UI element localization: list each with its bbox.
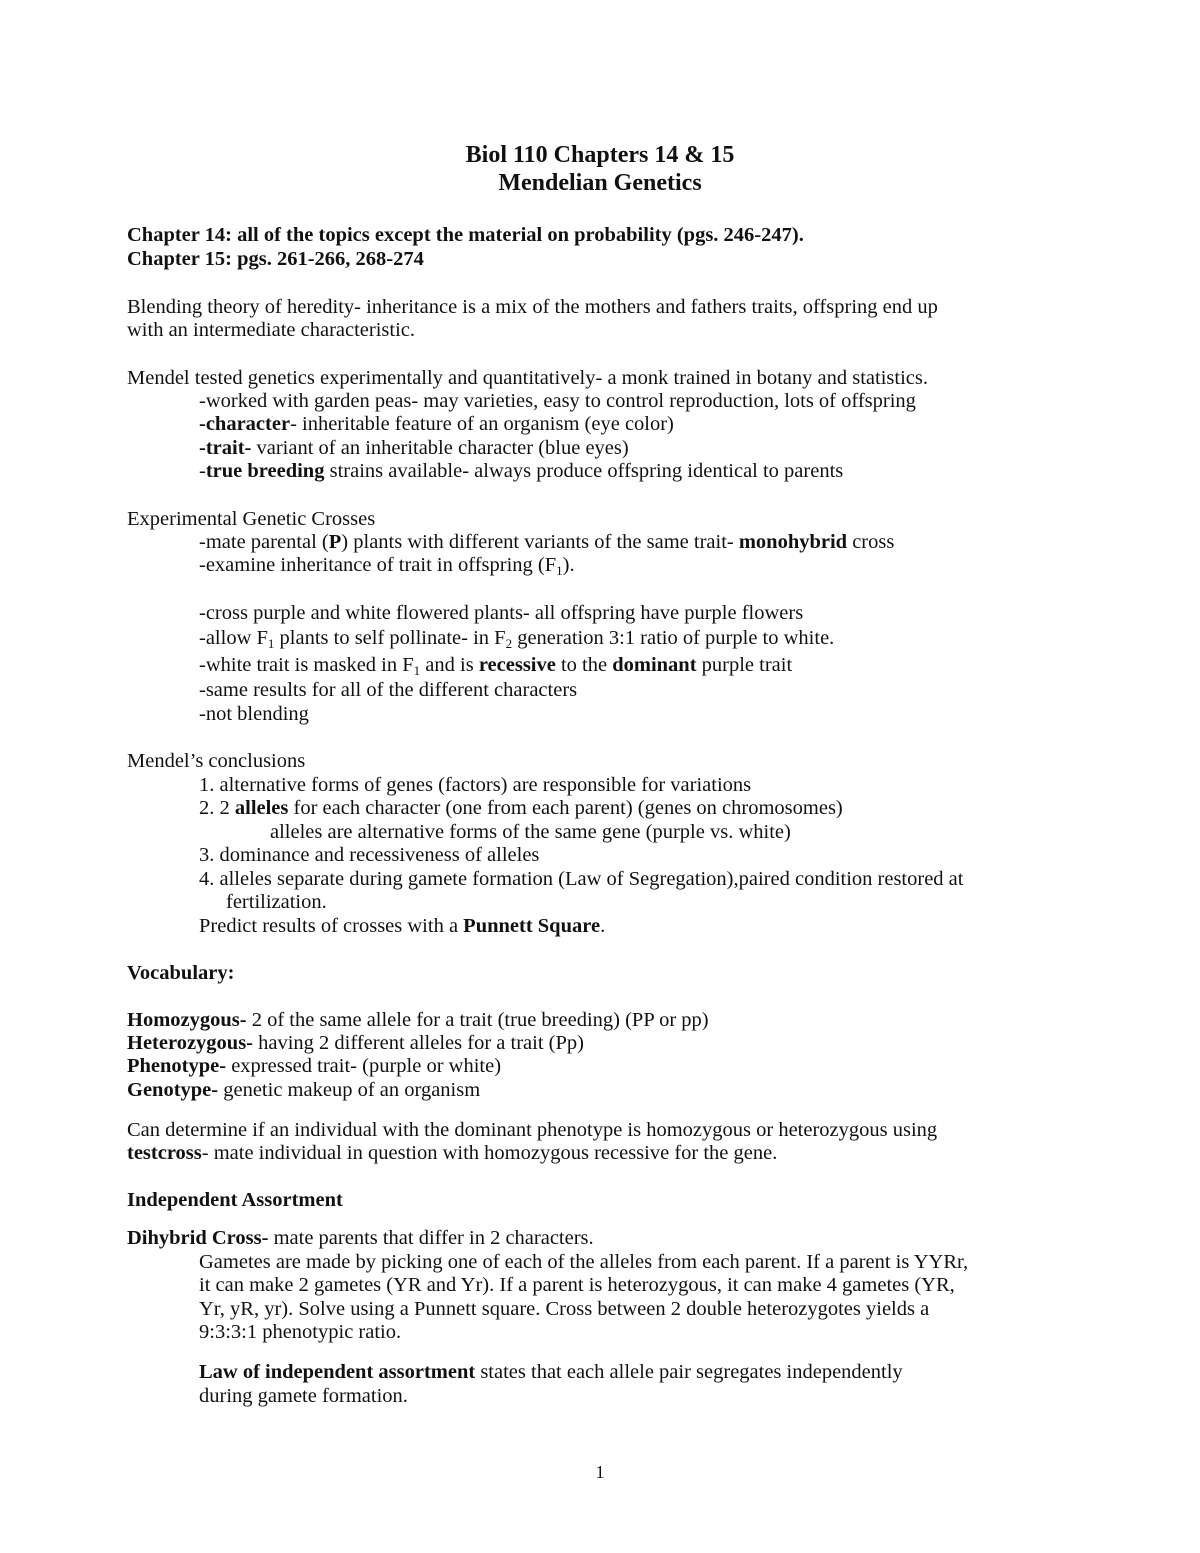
character-term: -character [199,413,291,435]
alleles-term: alleles [234,797,289,819]
trait-term: -trait- [199,437,252,459]
allow-text-2: plants to self pollinate- in F [274,627,506,649]
mate-text-pre: -mate parental ( [199,531,329,553]
dominant-term: dominant [612,654,697,676]
crosses-examine [199,553,575,577]
crosses-not-blending: -not blending [199,703,309,725]
homozygous-term: Homozygous- [127,1009,247,1031]
mendel-peas: -worked with garden peas- may varieties, easy to control reproduction, lots of offspring [199,390,916,412]
allow-subscript-1: 1 [267,636,275,651]
dihybrid-cross [127,1226,594,1250]
genotype-term: Genotype- [127,1079,219,1101]
vocab-homozygous [127,1008,709,1032]
conclusion-3: 3. dominance and recessiveness of alleles [199,844,540,866]
law-definition: states that each allele pair segregates independently [475,1361,903,1383]
chapter-14-assignment: Chapter 14: all of the topics except the material on probability (pgs. 246-247). [127,224,804,246]
vocabulary-heading: Vocabulary: [127,962,235,984]
conclusion-2-pre: 2. 2 [199,797,235,819]
heterozygous-definition: having 2 different alleles for a trait (Pp) [253,1032,584,1054]
character-definition: - inheritable feature of an organism (eye color) [290,413,674,435]
allow-subscript-2: 2 [505,636,513,651]
white-text-4: purple trait [696,654,793,676]
blending-theory-line-2: with an intermediate characteristic. [127,319,416,341]
white-text-1: -white trait is masked in F [199,654,414,676]
recessive-term: recessive [478,654,556,676]
document-title: Biol 110 Chapters 14 & 15 [465,142,735,168]
vocab-genotype [127,1078,480,1102]
mendel-true-breeding [199,459,843,483]
predict-text-pre: Predict results of crosses with a [199,915,464,937]
examine-text-pre: -examine inheritance of trait in offspring (F [199,554,557,576]
independent-assortment-heading: Independent Assortment [127,1189,343,1211]
punnett-square-term: Punnett Square [463,915,601,937]
white-text-3: to the [555,654,613,676]
document-subtitle: Mendelian Genetics [498,170,702,196]
vocab-heterozygous [127,1031,584,1055]
conclusion-2 [199,796,843,820]
predict-text-post: . [600,915,606,937]
allow-text-1: -allow F [199,627,268,649]
mendel-intro: Mendel tested genetics experimentally and quantitatively- a monk trained in botany and statistics. [127,367,928,389]
crosses-purple-white: -cross purple and white flowered plants- all offspring have purple flowers [199,602,804,624]
gametes-line-4: 9:3:3:1 phenotypic ratio. [199,1321,402,1343]
mate-text-mid: ) plants with different variants of the same trait- [341,531,739,553]
heterozygous-term: Heterozygous- [127,1032,254,1054]
mendel-trait [199,436,629,460]
testcross-line-2 [127,1141,777,1165]
phenotype-definition: expressed trait- (purple or white) [226,1055,502,1077]
conclusion-1: 1. alternative forms of genes (factors) are responsible for variations [199,774,752,796]
law-independent-assortment-continued: during gamete formation. [199,1385,408,1407]
crosses-heading: Experimental Genetic Crosses [127,508,376,530]
phenotype-term: Phenotype- [127,1055,227,1077]
testcross-line-1: Can determine if an individual with the dominant phenotype is homozygous or heterozygous using [127,1119,938,1141]
dihybrid-cross-term: Dihybrid Cross- [127,1227,269,1249]
mendel-character [199,412,674,436]
white-subscript: 1 [413,663,421,678]
gametes-line-1: Gametes are made by picking one of each of the alleles from each parent. If a parent is YYRr, [199,1251,969,1273]
law-term: Law of independent assortment [199,1361,476,1383]
vocab-phenotype [127,1054,501,1078]
page-number: 1 [595,1462,605,1482]
conclusion-2-detail: alleles are alternative forms of the same gene (purple vs. white) [270,821,791,843]
law-independent-assortment [199,1360,903,1384]
monohybrid-term: monohybrid [738,531,848,553]
crosses-self-pollinate [199,626,834,650]
crosses-same-results: -same results for all of the different characters [199,679,578,701]
crosses-mate-parental [199,530,894,554]
testcross-term: testcross [127,1142,202,1164]
examine-text-post: ). [562,554,575,576]
predict-punnett [199,914,605,938]
true-breeding-dash: - [199,460,206,482]
conclusion-4: 4. alleles separate during gamete formation (Law of Segregation),paired condition restored at [199,868,964,890]
trait-definition: variant of an inheritable character (blue eyes) [251,437,629,459]
genotype-definition: genetic makeup of an organism [218,1079,481,1101]
white-text-2: and is [420,654,479,676]
examine-subscript: 1 [556,563,563,578]
conclusions-heading: Mendel’s conclusions [127,750,306,772]
homozygous-definition: 2 of the same allele for a trait (true breeding) (PP or pp) [246,1009,709,1031]
chapter-15-assignment: Chapter 15: pgs. 261-266, 268-274 [127,248,424,270]
testcross-definition: - mate individual in question with homozygous recessive for the gene. [201,1142,778,1164]
dihybrid-cross-definition: mate parents that differ in 2 characters. [268,1227,594,1249]
conclusion-2-post: for each character (one from each parent) (genes on chromosomes) [288,797,843,819]
true-breeding-term: true breeding [205,460,325,482]
gametes-line-3: Yr, yR, yr). Solve using a Punnett square. Cross between 2 double heterozygotes yields a [199,1298,930,1320]
conclusion-4-continued: fertilization. [226,891,327,913]
gametes-line-2: it can make 2 gametes (YR and Yr). If a parent is heterozygous, it can make 4 gametes (YR, [199,1274,955,1296]
true-breeding-definition: strains available- always produce offspring identical to parents [324,460,844,482]
mate-text-post: cross [847,531,895,553]
allow-text-3: generation 3:1 ratio of purple to white. [512,627,835,649]
crosses-white-masked [199,653,792,677]
parental-symbol: P [328,531,342,553]
blending-theory-line-1: Blending theory of heredity- inheritance is a mix of the mothers and fathers traits, offspring end up [127,296,938,318]
